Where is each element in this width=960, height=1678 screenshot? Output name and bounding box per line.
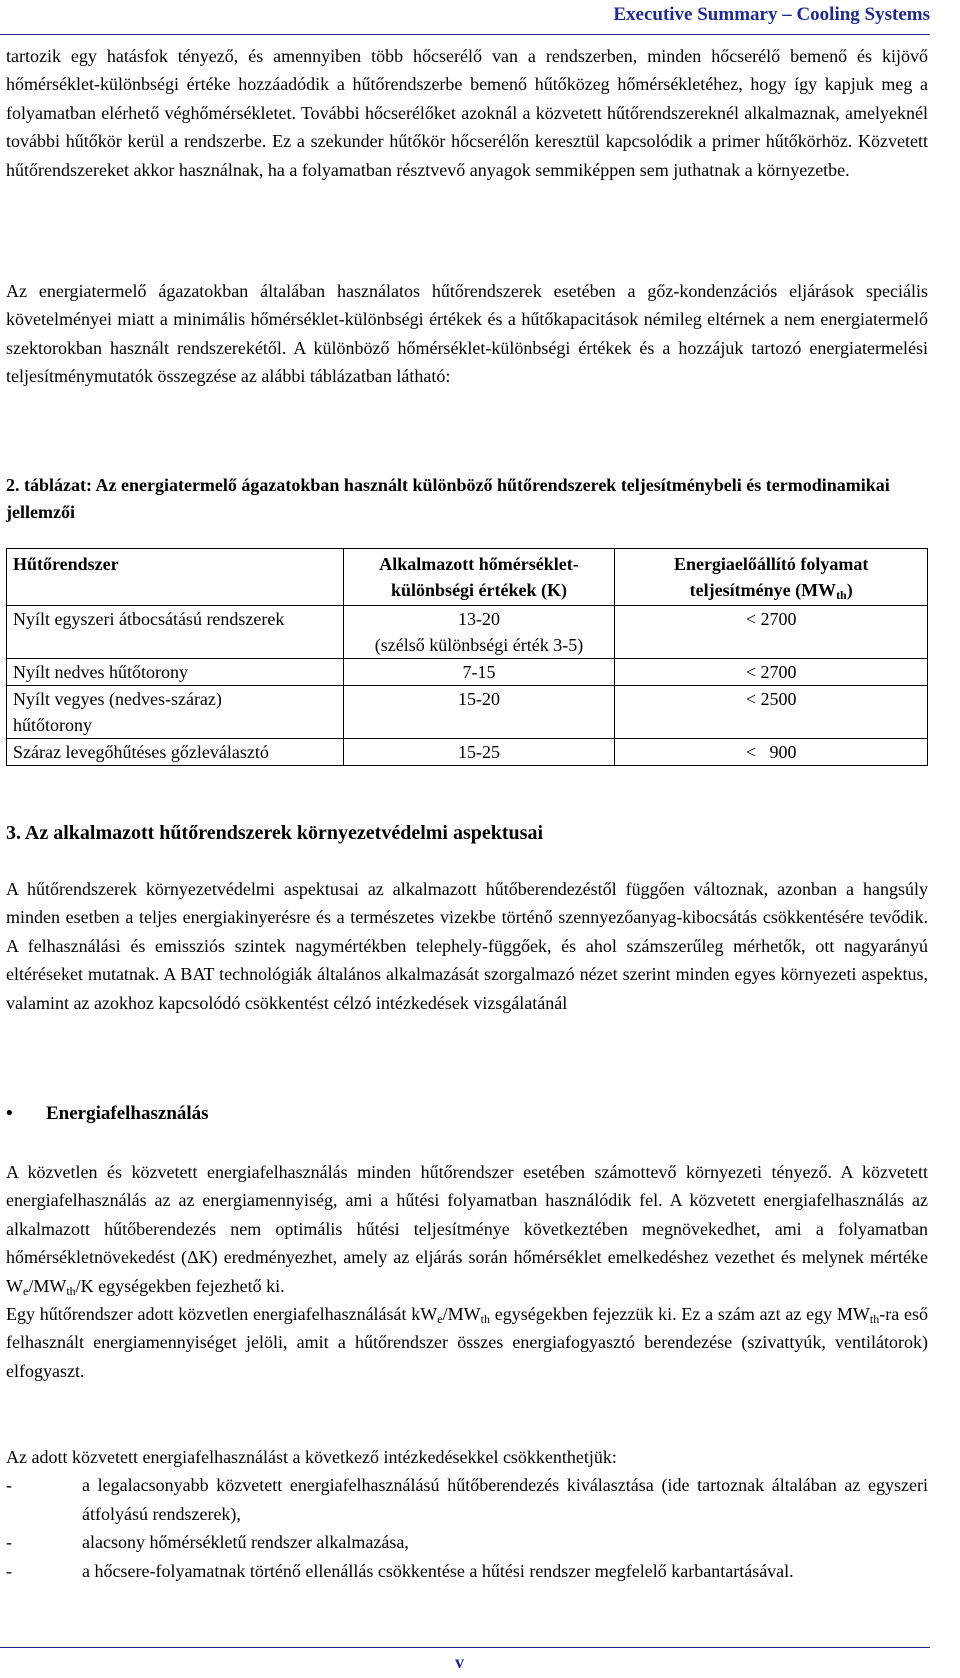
paragraph-heat-exchangers: tartozik egy hatásfok tényező, és amennyiben több hőcserélő van a rendszerben, minden hőcserélő bemenő és kijövő hőmérséklet-különbségi értéke hozzáadódik a hűtőrendszerbe bemenő hűtőközeg hőmérsékletéhez, hogy így kapjuk meg a folyamatban elérhető véghőmérsékletet. További hőcserélőket azoknál a közvetett hűtőrendszereknél alkalmaznak, amelyeknél további hűtőkör kerül a rendszerbe. Ez a szekunder hűtőkör hőcserélőn keresztül kapcsolódik a primer hűtőkörhöz. Közvetett hűtőrendszereket akkor használnak, ha a folyamatban résztvevő anyagok semmiképpen sem juthatnak a környezetbe. [6, 46, 928, 180]
table-row [7, 659, 928, 686]
reduction-measures [6, 1443, 928, 1585]
page-number: v [455, 1652, 464, 1672]
cell-system: Nyílt nedves hűtőtorony [7, 659, 344, 686]
paragraph-environmental-aspects: A hűtőrendszerek környezetvédelmi aspektusai az alkalmazott hűtőberendezéstől függően változnak, azonban a hangsúly minden esetben a teljes energiakinyerésre és a természetes vizekbe történő szennyezőanyag-kibocsátás csökkentésére tevődik. A felhasználási és emissziós szintek nagymértékben telephely-függőek, és ahol számszerűleg mérhetők, ott nagyarányú eltéréseket mutatnak. A BAT technológiák általános alkalmazását szorgalmazó nézet szerint minden egyes környezeti aspektus, valamint az azokhoz kapcsolódó csökkentést célzó intézkedések vizsgálatánál [6, 879, 928, 1013]
measures-intro: Az adott közvetett energiafelhasználást a következő intézkedésekkel csökkenthetjük: [6, 1447, 617, 1467]
cooling-systems-table [6, 548, 928, 766]
energy-use-text [6, 1158, 928, 1385]
bullet-title: Energiafelhasználás [46, 1103, 209, 1124]
paragraph-indirect-energy: A közvetlen és közvetett energiafelhasználás minden hűtőrendszer esetében számottevő környezeti tényező. A közvetett energiafelhasználás az az energiamennyiség, ami a hűtési folyamatban használódik fel. A közvetett energiafelhasználás az alkalmazott hűtőberendezés nem optimális hűtési teljesítménye következtében megnövekedhet, ami a folyamatban hőmérsékletnövekedést (ΔK) eredményezhet, amely az eljárás során hőmérséklet emelkedéshez vezethet és melynek mértéke $W_e/MW_{th}/K$ egységekben fejezhető ki. [6, 1162, 928, 1298]
cell-system: Nyílt egyszeri átbocsátású rendszerek [7, 606, 344, 659]
cell-power: < 900 [615, 739, 928, 766]
page-header [0, 0, 930, 35]
header-cell-system: Hűtőrendszer [7, 549, 344, 606]
paragraph-direct-energy: Egy hűtőrendszer adott közvetlen energiafelhasználását $kW_e/MW_{th}$ egységekben fejezzük ki. Ez a szám azt az egy $MW_{th}-ra$ eső felhasznált energiamennyiséget jelöli, amit a hűtőrendszer összes energiafogyasztó berendezése (szivattyúk, ventilátorok) elfogyaszt. [6, 1304, 928, 1381]
paragraph-energy-sector: Az energiatermelő ágazatokban általában használatos hűtőrendszerek esetében a gőz-kondenzációs eljárások speciális követelményei miatt a minimális hőmérséklet-különbségi értékek és a hűtőkapacitások némileg eltérnek a nem energiatermelő szektorokban használt rendszerekétől. A különböző hőmérséklet-különbségi értékek és a hozzájuk tartozó energiatermelési teljesítménymutatók összegzése az alábbi táblázatban látható: [6, 281, 928, 387]
bullet-dot: • [6, 1103, 13, 1124]
table-header-row [7, 549, 928, 606]
header-cell-temperature: Alkalmazott hőmérséklet- különbségi értékek (K) [343, 549, 615, 606]
cell-temperature: 7-15 [343, 659, 615, 686]
cell-power: < 2700 [615, 606, 928, 659]
section-3-title: 3. Az alkalmazott hűtőrendszerek környezetvédelmi aspektusai [6, 822, 544, 844]
cell-temperature: 15-25 [343, 739, 615, 766]
list-item: - alacsony hőmérsékletű rendszer alkalmazása, [6, 1532, 409, 1553]
table-caption: 2. táblázat: Az energiatermelő ágazatokban használt különböző hűtőrendszerek teljesítménybeli és termodinamikai jellemzői [6, 475, 890, 522]
cell-temperature: 13-20 (szélső különbségi érték 3-5) [343, 606, 615, 659]
table-row [7, 606, 928, 659]
header-cell-power: Energiaelőállító folyamat teljesítménye $(MW_{th})$ [615, 549, 928, 606]
cell-power: < 2500 [615, 686, 928, 739]
list-item: - a legalacsonyabb közvetett energiafelhasználású hűtőberendezés kiválasztása (ide tartoznak általában az egyszeri átfolyású rendszerek), [6, 1475, 928, 1524]
list-item: - a hőcsere-folyamatnak történő ellenállás csökkentése a hűtési rendszer megfelelő karbantartásával. [6, 1560, 794, 1581]
cell-power: < 2700 [615, 659, 928, 686]
footer-divider [0, 1647, 930, 1648]
cell-system: Nyílt vegyes (nedves-száraz) hűtőtorony [7, 686, 344, 739]
bullet-energy-use [6, 1103, 209, 1125]
header-title: Executive Summary – Cooling Systems [613, 4, 930, 25]
table-row [7, 739, 928, 766]
table-row [7, 686, 928, 739]
cell-system: Száraz levegőhűtéses gőzleválasztó [7, 739, 344, 766]
cell-temperature: 15-20 [343, 686, 615, 739]
